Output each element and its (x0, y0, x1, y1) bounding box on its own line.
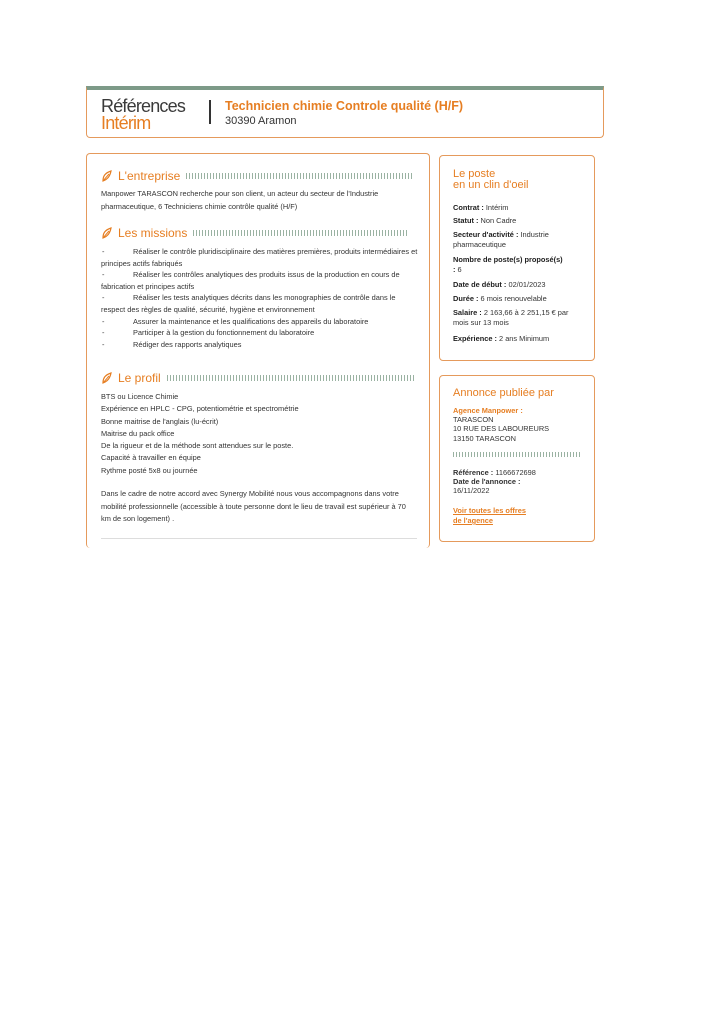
logo-line2: Intérim (101, 113, 151, 134)
mobility-text: Dans le cadre de notre accord avec Synergy Mobilité nous vous accompagnons dans votre mobilité professionnelle (accessible à toute personne dont le lieu de travail est supérieur à 70 km de son logement) . (101, 489, 406, 523)
entreprise-heading-label: L'entreprise (118, 169, 181, 183)
mission-item: - Réaliser le contrôle pluridisciplinaire des matières premières, produits intermédiaires et principes actifs fabriqués (101, 247, 418, 268)
profil-item: De la rigueur et de la méthode sont attendues sur le poste. (101, 441, 294, 451)
agency-info (453, 406, 549, 443)
agency-offers-link-line1[interactable]: Voir toutes les offres (453, 506, 526, 515)
job-header (86, 86, 604, 138)
experience-row: Expérience : 2 ans Minimum (453, 334, 550, 343)
duree-row: Durée : 6 mois renouvelable (453, 294, 547, 303)
profil-item: BTS ou Licence Chimie (101, 392, 179, 401)
poste-summary-panel (439, 155, 595, 361)
divider (101, 538, 417, 539)
secteur-row: Secteur d'activité : Industrie pharmaceutique (453, 230, 549, 249)
mission-item: - Rédiger des rapports analytiques (102, 339, 242, 349)
profil-item: Bonne maitrise de l'anglais (lu-écrit) (101, 416, 219, 426)
debut-row: Date de début : 02/01/2023 (453, 280, 546, 289)
annonce-refs (453, 468, 536, 495)
mission-item: - Réaliser les tests analytiques décrits dans les monographies de contrôle dans le respect des règles de qualité, sécurité, hygiène et environnement (101, 293, 396, 314)
missions-heading-label: Les missions (118, 226, 188, 240)
annonce-heading: Annonce publiée par (453, 387, 554, 399)
contrat-row: Contrat : Intérim (453, 203, 509, 212)
agency-offers-link[interactable] (453, 506, 526, 526)
heading-stripe (186, 173, 414, 179)
entreprise-heading (101, 169, 414, 183)
agency-offers-link-line2[interactable]: de l'agence (453, 516, 493, 525)
poste-heading-line1: Le poste (453, 168, 496, 180)
agency-city: TARASCON (453, 415, 494, 425)
profil-heading (101, 371, 415, 385)
mission-item: - Réaliser les contrôles analytiques des produits issus de la production en cours de fabrication et principes actifs (101, 270, 400, 291)
agency-name: Agence Manpower : (453, 406, 523, 415)
mission-item: - Assurer la maintenance et les qualifications des appareils du laboratoire (102, 316, 369, 326)
references-interim-logo (101, 98, 185, 132)
reference-row: Référence : 1166672698 (453, 468, 536, 477)
missions-heading (101, 226, 409, 240)
agency-street: 10 RUE DES LABOUREURS (453, 424, 550, 434)
missions-list (101, 246, 419, 350)
statut-row: Statut : Non Cadre (453, 216, 517, 225)
leaf-icon (101, 227, 113, 239)
poste-heading-line2: en un clin d'oeil (453, 179, 529, 191)
logo-line1: Références (101, 96, 186, 116)
profil-item: Rythme posté 5x8 ou journée (101, 465, 198, 475)
salaire-row: Salaire : 2 163,66 à 2 251,15 € par mois sur 13 mois (453, 308, 569, 327)
profil-list (101, 391, 419, 477)
nombre-row: Nombre de poste(s) proposé(s) : 6 (453, 255, 563, 274)
header-separator (209, 100, 211, 124)
job-description-panel (86, 153, 430, 548)
mission-item: - Participer à la gestion du fonctionnement du laboratoire (102, 328, 315, 338)
profil-item: Expérience en HPLC - CPG, potentiométrie et spectrométrie (101, 404, 299, 414)
profil-item: Capacité à travailler en équipe (101, 453, 201, 463)
annonce-panel (439, 375, 595, 542)
date-value: 16/11/2022 (453, 486, 490, 495)
job-title: Technicien chimie Controle qualité (H/F) (225, 99, 463, 113)
agency-postcode: 13150 TARASCON (453, 433, 516, 443)
job-location: 30390 Aramon (225, 115, 297, 127)
profil-heading-label: Le profil (118, 371, 161, 385)
heading-stripe (167, 375, 415, 381)
leaf-icon (101, 170, 113, 182)
date-row: Date de l'annonce : (453, 477, 521, 486)
profil-item: Maitrise du pack office (101, 428, 175, 438)
leaf-icon (101, 372, 113, 384)
entreprise-text: Manpower TARASCON recherche pour son client, un acteur du secteur de l'Industrie pharmaceutique, 6 Techniciens chimie contrôle qualité (H/F) (101, 189, 379, 211)
heading-stripe (193, 230, 409, 236)
divider-stripe (453, 452, 581, 457)
